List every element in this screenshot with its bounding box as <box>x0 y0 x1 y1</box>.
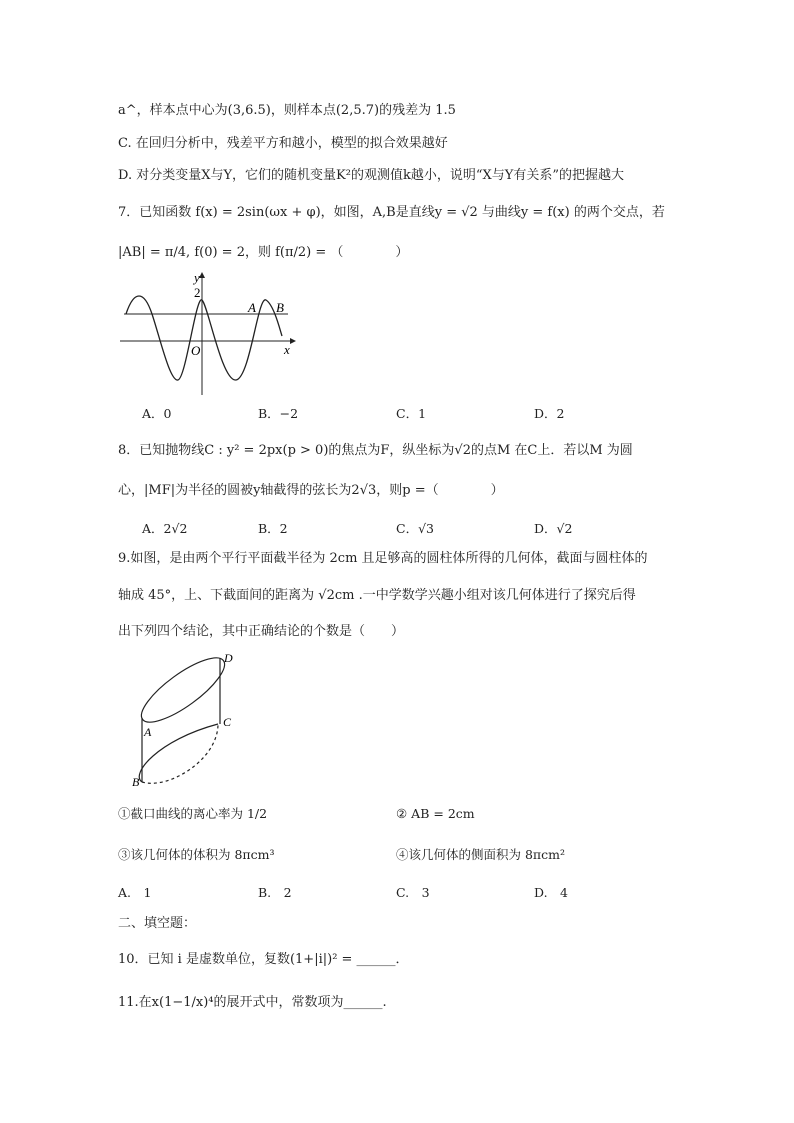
point-c-label: C <box>223 715 232 729</box>
q9-conclusion-1: ①截口曲线的离心率为 1/2 <box>118 806 268 821</box>
q7-option-c: C．1 <box>396 406 427 421</box>
q9-stem-line3: 出下列四个结论，其中正确结论的个数是（ ） <box>118 624 405 639</box>
q8-option-a: A．2√2 <box>142 521 188 536</box>
q8-stem-line2: 心，|MF|为半径的圆被y轴截得的弦长为2√3，则p =（ ） <box>118 483 504 498</box>
section-title-fill-in: 二、填空题： <box>118 916 197 931</box>
q9-option-c: C. 3 <box>396 885 430 900</box>
q9-conclusion-3: ③该几何体的体积为 8πcm³ <box>118 847 275 862</box>
point-b-label: B <box>132 775 140 789</box>
x-axis-label: x <box>284 342 290 357</box>
point-a-label: A <box>248 300 256 315</box>
q8-stem-line1: 8．已知抛物线C : y² = 2px(p > 0)的焦点为F，纵坐标为√2的点M 在C上．若以M 为圆 <box>118 443 633 458</box>
q11-stem: 11.在x(1−1/x)⁴的展开式中，常数项为______. <box>118 995 387 1010</box>
q8-option-c: C．√3 <box>396 521 434 536</box>
q7-stem-line1: 7．已知函数 f(x) = 2sin(ωx + φ)，如图，A,B是直线y = √2 与曲线y = f(x) 的两个交点，若 <box>118 205 665 220</box>
y-max-label: 2 <box>194 285 201 300</box>
q9-option-a: A. 1 <box>118 885 152 900</box>
q9-stem-line2: 轴成 45°，上、下截面间的距离为 √2cm .一中学数学兴趣小组对该几何体进行了探究后得 <box>118 588 636 603</box>
point-a-label: A <box>144 725 152 739</box>
q8-option-b: B．2 <box>258 521 288 536</box>
q9-stem-line1: 9.如图，是由两个平行平面截半径为 2cm 且足够高的圆柱体所得的几何体，截面与圆柱体的 <box>118 551 648 566</box>
q7-sine-graph <box>118 270 298 400</box>
q9-cylinder-figure <box>128 650 248 790</box>
q9-conclusion-4: ④该几何体的侧面积为 8πcm² <box>396 847 566 862</box>
q9-option-b: B. 2 <box>258 885 292 900</box>
q7-option-b: B．−2 <box>258 406 299 421</box>
point-b-label: B <box>276 300 284 315</box>
y-axis-label: y <box>194 270 200 285</box>
q7-option-d: D．2 <box>534 406 565 421</box>
q8-option-d: D．√2 <box>534 521 573 536</box>
q9-conclusion-2: ② AB = 2cm <box>396 806 475 821</box>
point-d-label: D <box>224 651 233 665</box>
q9-option-d: D. 4 <box>534 885 569 900</box>
q6-option-c: C. 在回归分析中，残差平方和越小，模型的拟合效果越好 <box>118 136 448 151</box>
origin-label: O <box>191 343 201 358</box>
q7-option-a: A．0 <box>142 406 172 421</box>
q6-option-d: D. 对分类变量X与Y，它们的随机变量K²的观测值k越小，说明“X与Y有关系”的把握越大 <box>118 168 624 183</box>
q7-stem-line2: |AB| = π/4, f(0) = 2，则 f(π/2) = （ ） <box>118 245 409 260</box>
q6-prev-fragment: a^，样本点中心为(3,6.5)，则样本点(2,5.7)的残差为 1.5 <box>118 103 456 118</box>
q10-stem: 10．已知 i 是虚数单位，复数(1+|i|)² = ______． <box>118 952 409 967</box>
